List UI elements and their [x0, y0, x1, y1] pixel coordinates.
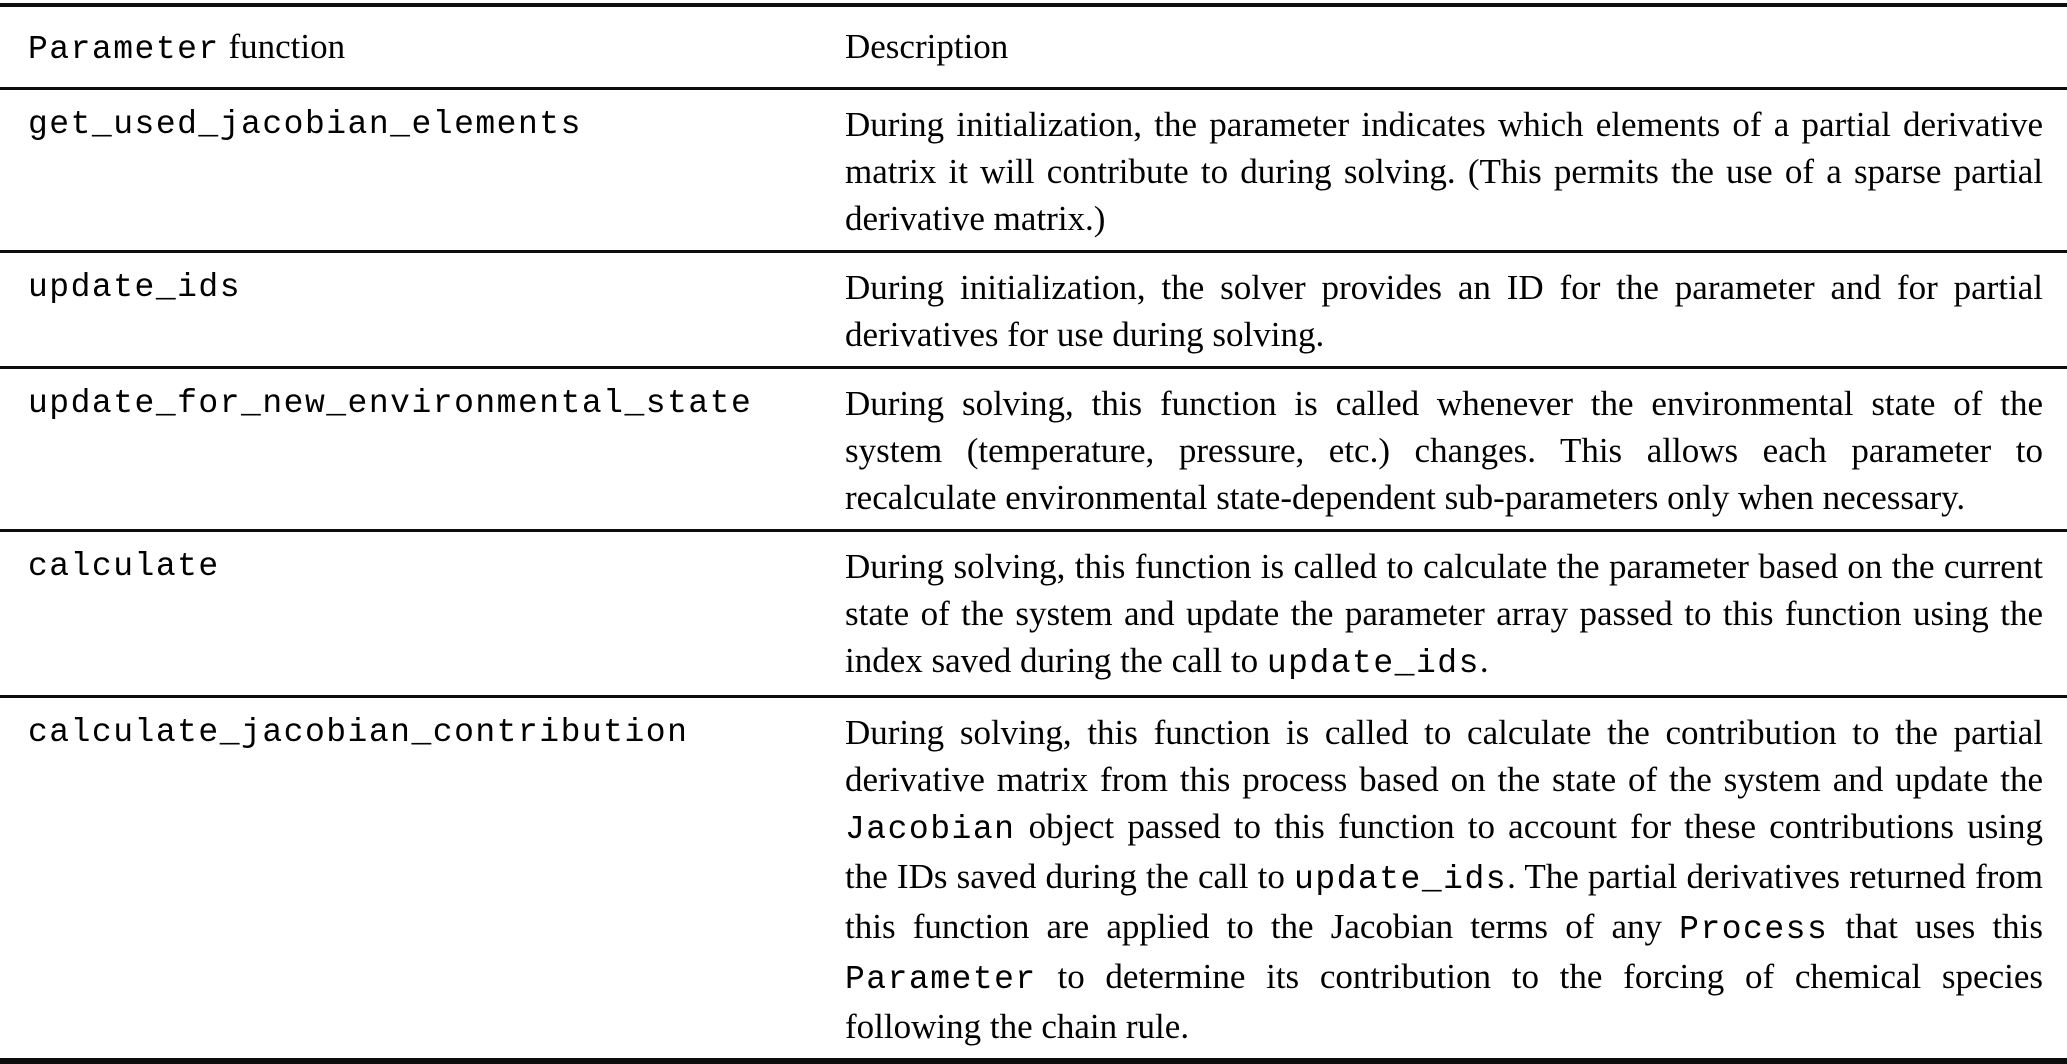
description-text: During solving, this function is called to calculate the parameter based on the current state of the system and update the parameter array passed to this function using the index saved during the call to: [845, 547, 2043, 680]
inline-code: Jacobian: [845, 811, 1016, 848]
table-body: [0, 87, 2067, 1058]
description-text: that uses this: [1828, 907, 2043, 946]
description-text: During solving, this function is called whenever the environmental state of the system (temperature, pressure, etc.) changes. This allows each parameter to recalculate environmental state-dependent sub-parameters only when necessary.: [845, 384, 2043, 517]
function-cell: [0, 532, 845, 598]
header-parameter-code: Parameter: [28, 31, 220, 68]
description-text: During initialization, the parameter indicates which elements of a partial derivative matrix it will contribute to during solving. (This permits the use of a sparse partial derivative matrix.): [845, 105, 2043, 238]
row-description: [845, 532, 2067, 695]
table-row: [0, 695, 2067, 1058]
table-header-row: [0, 7, 2067, 87]
table-row: [0, 87, 2067, 250]
function-name: update_for_new_environmental_state: [28, 385, 753, 422]
function-cell: [0, 253, 845, 319]
inline-code: update_ids: [1294, 861, 1508, 898]
header-description: Description: [845, 27, 1009, 66]
function-name: calculate: [28, 548, 220, 585]
inline-code: update_ids: [1266, 645, 1480, 682]
function-name: calculate_jacobian_contribution: [28, 714, 689, 751]
description-text: to determine its contribution to the forcing of chemical species following the chain rule.: [845, 957, 2043, 1046]
row-description: [845, 698, 2067, 1058]
inline-code: Parameter: [845, 961, 1037, 998]
description-text: object passed to this function to account for these contributions using the IDs saved during the call to: [845, 807, 2043, 896]
function-name: update_ids: [28, 269, 242, 306]
table-row: [0, 250, 2067, 366]
row-description: [845, 90, 2067, 250]
header-parameter-function: [0, 7, 845, 87]
table-row: [0, 529, 2067, 695]
function-name: get_used_jacobian_elements: [28, 106, 582, 143]
row-description: [845, 253, 2067, 366]
description-text: During solving, this function is called to calculate the contribution to the partial derivative matrix from this process based on the state of the system and update the: [845, 713, 2043, 799]
parameter-functions-table: [0, 3, 2067, 1064]
inline-code: Process: [1679, 911, 1829, 948]
function-cell: [0, 90, 845, 156]
header-function-label: function: [219, 27, 346, 66]
table-row: [0, 366, 2067, 529]
row-description: [845, 369, 2067, 529]
function-cell: [0, 698, 845, 764]
description-text: .: [1479, 641, 1489, 680]
description-text: . The partial derivatives returned from this function are applied to the Jacobian terms of any: [845, 857, 2043, 946]
description-text: During initialization, the solver provides an ID for the parameter and for partial derivatives for use during solving.: [845, 268, 2043, 354]
function-cell: [0, 369, 845, 435]
